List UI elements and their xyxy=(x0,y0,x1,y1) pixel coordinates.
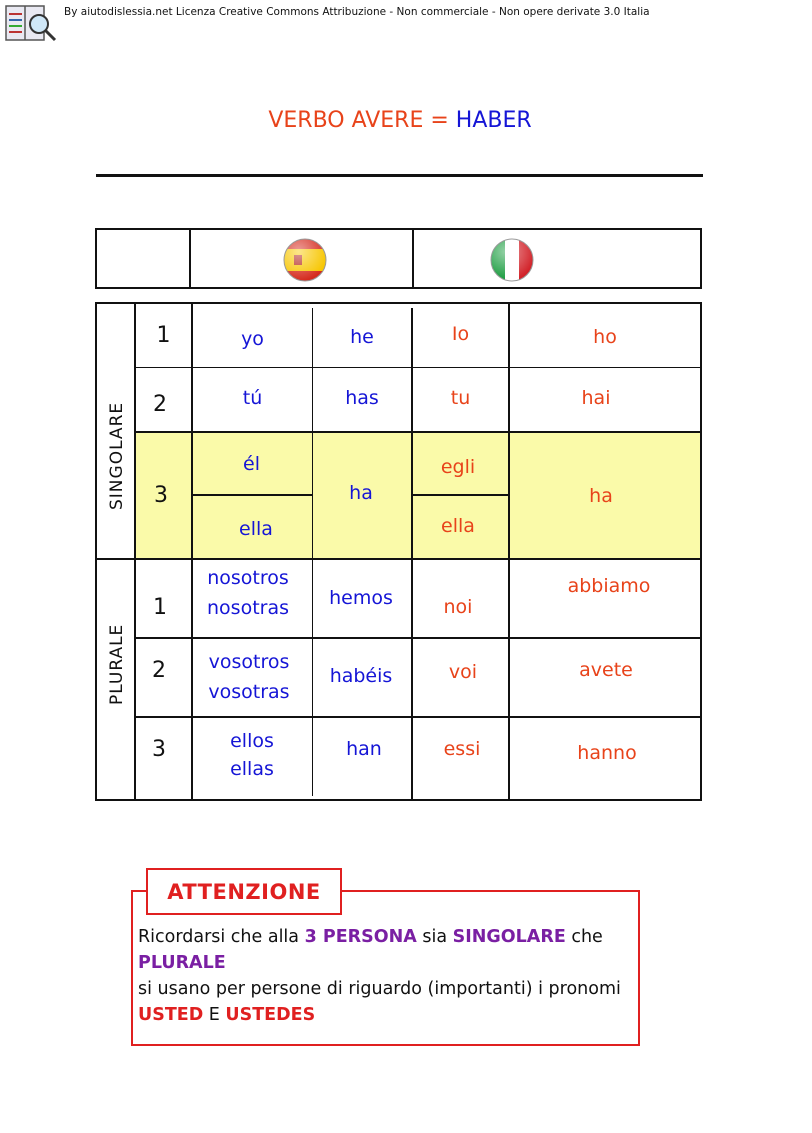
it-verb: hai xyxy=(581,387,611,409)
it-pronoun: tu xyxy=(450,387,471,409)
person-number: 3 xyxy=(154,482,168,508)
license-text: By aiutodislessia.net Licenza Creative Commons Attribuzione - Non commerciale - Non opere derivate 3.0 Italia xyxy=(64,6,650,18)
title-spanish: HABER xyxy=(455,108,532,133)
es-verb: habéis xyxy=(329,665,393,687)
es-pronoun: nosotras xyxy=(207,597,289,619)
it-pronoun: noi xyxy=(443,596,473,618)
person-number: 3 xyxy=(152,737,166,762)
es-pronoun-pair xyxy=(193,562,303,624)
attention-label: ATTENZIONE xyxy=(146,868,342,915)
it-verb: hanno xyxy=(577,742,637,764)
es-pronoun: tú xyxy=(242,387,263,409)
es-verb: he xyxy=(350,326,374,348)
es-pronoun-pair xyxy=(193,724,311,786)
es-verb: hemos xyxy=(329,587,393,609)
person-number: 1 xyxy=(156,322,171,348)
it-verb: ha xyxy=(589,485,613,507)
es-pronoun-pair xyxy=(193,646,305,708)
es-pronoun: yo xyxy=(241,328,264,350)
it-verb: ho xyxy=(593,326,617,348)
it-pronoun: egli xyxy=(440,456,476,478)
es-pronoun: ellos xyxy=(230,730,274,752)
es-pronoun: él xyxy=(243,453,260,475)
attention-line-1: Ricordarsi che alla 3 PERSONA sia SINGOLARE che xyxy=(138,927,603,947)
site-logo xyxy=(3,2,58,44)
title-italian: VERBO AVERE = xyxy=(268,108,449,133)
it-pronoun: voi xyxy=(448,661,478,683)
attention-text xyxy=(138,924,633,1028)
es-verb: han xyxy=(346,738,382,760)
italian-flag-icon xyxy=(489,237,535,287)
group-label-singular: SINGOLARE xyxy=(107,401,127,510)
person-number: 2 xyxy=(152,658,166,683)
es-pronoun: vosotras xyxy=(208,681,290,703)
it-verb: avete xyxy=(579,659,633,681)
person-number: 1 xyxy=(153,595,167,620)
it-pronoun: ella xyxy=(441,515,475,537)
it-verb: abbiamo xyxy=(567,575,651,597)
title-divider xyxy=(96,174,703,177)
es-pronoun: ellas xyxy=(230,758,274,780)
attention-line-2: PLURALE xyxy=(138,953,226,973)
es-verb: ha xyxy=(349,482,373,504)
es-verb: has xyxy=(345,387,379,409)
attention-line-4: USTED E USTEDES xyxy=(138,1005,316,1025)
group-label-plural: PLURALE xyxy=(107,623,127,705)
page-title xyxy=(0,108,800,133)
spanish-flag-icon xyxy=(282,237,328,287)
it-pronoun: Io xyxy=(451,323,470,345)
it-pronoun: essi xyxy=(443,738,481,760)
es-pronoun: nosotros xyxy=(207,567,289,589)
es-pronoun: ella xyxy=(239,518,273,540)
es-pronoun: vosotros xyxy=(208,651,290,673)
attention-line-3: si usano per persone di riguardo (importanti) i pronomi xyxy=(138,979,621,999)
person-number: 2 xyxy=(153,392,167,417)
